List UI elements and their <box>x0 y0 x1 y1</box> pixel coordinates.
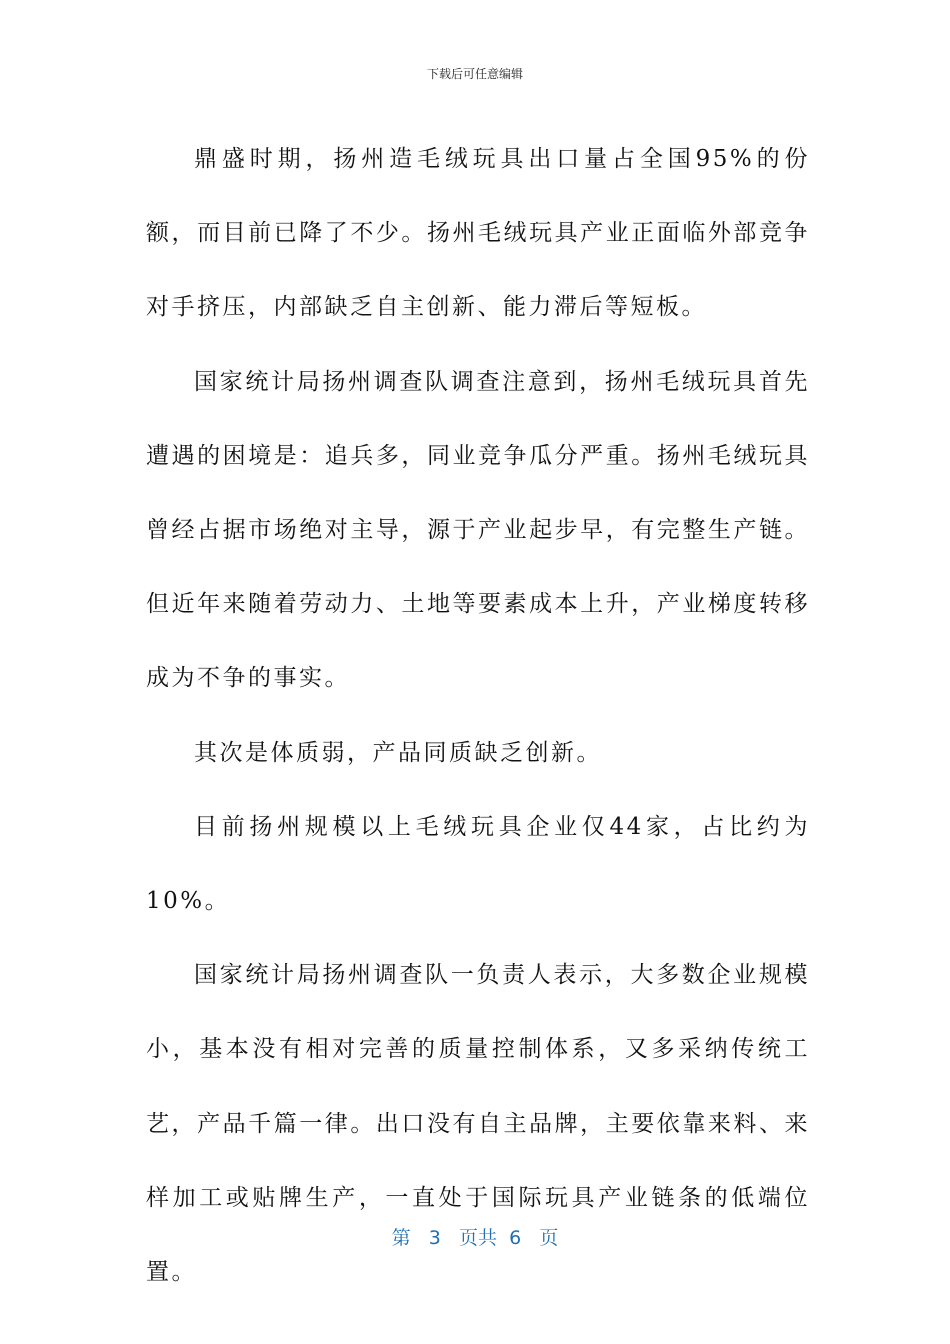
paragraph: 其次是体质弱，产品同质缺乏创新。 <box>194 739 602 766</box>
footer-middle: 页共 <box>459 1227 498 1249</box>
footer-prefix: 第 <box>391 1227 411 1249</box>
footer-total-pages: 6 <box>509 1227 522 1249</box>
page-footer <box>0 1225 950 1251</box>
footer-current-page: 3 <box>428 1227 441 1249</box>
document-body <box>146 122 810 1309</box>
paragraph: 鼎盛时期，扬州造毛绒玩具出口量占全国95%的份额，而目前已降了不少。扬州毛绒玩具产业正面临外部竞争对手挤压，内部缺乏自主创新、能力滞后等短板。 <box>146 146 810 321</box>
footer-suffix: 页 <box>539 1227 559 1249</box>
paragraph: 国家统计局扬州调查队调查注意到，扬州毛绒玩具首先遭遇的困境是：追兵多，同业竞争瓜分严重。扬州毛绒玩具曾经占据市场绝对主导，源于产业起步早，有完整生产链。但近年来随着劳动力、土地等要素成本上升，产业梯度转移成为不争的事实。 <box>146 368 810 692</box>
paragraph: 国家统计局扬州调查队一负责人表示，大多数企业规模小，基本没有相对完善的质量控制体系，又多采纳传统工艺，产品千篇一律。出口没有自主品牌，主要依靠来料、来样加工或贴牌生产，一直处于国际玩具产业链条的低端位置。 <box>146 962 810 1286</box>
paragraph: 目前扬州规模以上毛绒玩具企业仅44家，占比约为10%。 <box>146 813 810 915</box>
header-text: 下载后可任意编辑 <box>426 67 523 81</box>
page-header <box>0 66 950 82</box>
